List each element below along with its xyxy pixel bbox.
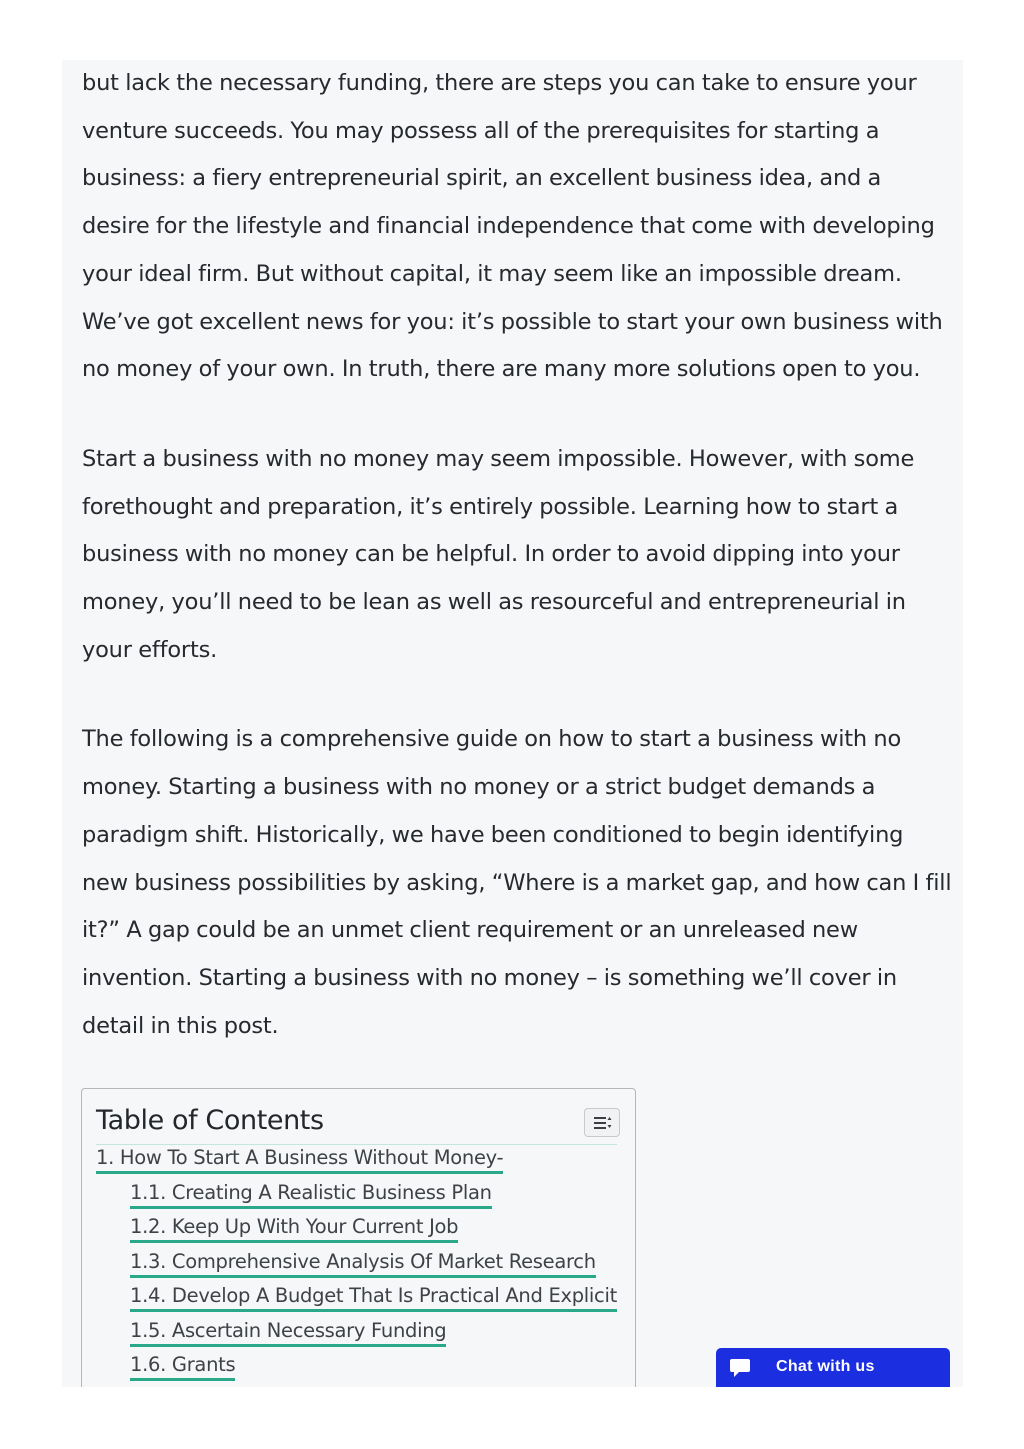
chat-label: Chat with us — [776, 1358, 875, 1375]
chat-widget-button[interactable] — [716, 1348, 950, 1387]
table-of-contents — [81, 1088, 636, 1387]
toc-link[interactable]: 1.2. Keep Up With Your Current Job — [130, 1214, 458, 1243]
toc-item — [96, 1283, 617, 1318]
toc-item — [96, 1352, 617, 1387]
toc-link[interactable]: 1.3. Comprehensive Analysis Of Market Research — [130, 1249, 596, 1278]
article-body — [82, 60, 952, 1092]
toc-link[interactable]: 1.1. Creating A Realistic Business Plan — [130, 1180, 492, 1209]
toc-list — [96, 1144, 617, 1387]
article-content — [62, 60, 963, 1387]
toc-link[interactable]: 1.5. Ascertain Necessary Funding — [130, 1318, 446, 1347]
toc-title: Table of Contents — [96, 1105, 324, 1136]
toc-item — [96, 1249, 617, 1284]
toc-item — [96, 1318, 617, 1353]
toc-item — [96, 1144, 617, 1180]
article-paragraph: The following is a comprehensive guide on how to start a business with no money. Starting a business with no money or a strict budget demands a paradigm shift. Historically, we have been conditioned to begin identifying new business possibilities by asking, “Where is a market gap, and how can I fill it?” A gap could be an unmet client requirement or an unreleased new invention. Starting a business with no money – is something we’ll cover in detail in this post. — [82, 726, 952, 1039]
article-paragraph: but lack the necessary funding, there are steps you can take to ensure your venture succeeds. You may possess all of the prerequisites for starting a business: a fiery entrepreneurial spirit, an excellent business idea, and a desire for the lifestyle and financial independence that come with developing your ideal firm. But without capital, it may seem like an impossible dream. We’ve got excellent news for you: it’s possible to start your own business with no money of your own. In truth, there are many more solutions open to you. — [82, 70, 943, 383]
toc-link[interactable]: 1. How To Start A Business Without Money- — [96, 1145, 503, 1174]
toc-item — [96, 1214, 617, 1249]
toc-link[interactable]: 1.4. Develop A Budget That Is Practical And Explicit — [130, 1283, 617, 1312]
toc-link[interactable]: 1.6. Grants — [130, 1352, 235, 1381]
toc-item — [96, 1180, 617, 1215]
list-toggle-icon — [594, 1116, 612, 1130]
article-paragraph: Start a business with no money may seem impossible. However, with some forethought and preparation, it’s entirely possible. Learning how to start a business with no money can be helpful. In order to avoid dipping into your money, you’ll need to be lean as well as resourceful and entrepreneurial in your efforts. — [82, 445, 915, 663]
toc-toggle-button[interactable] — [584, 1108, 620, 1137]
chat-bubble-icon — [728, 1356, 752, 1380]
